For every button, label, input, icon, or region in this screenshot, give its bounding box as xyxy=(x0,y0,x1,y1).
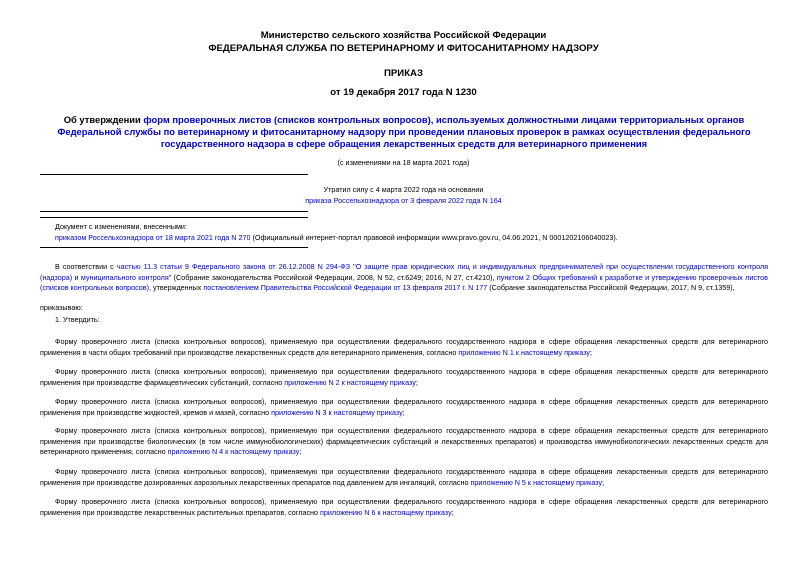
order-word: приказываю: xyxy=(40,303,83,312)
appendix-link[interactable]: приложению N 3 к настоящему приказу xyxy=(271,407,403,417)
requirements-link[interactable]: пунктом 2 Общих требований к разработке и утверждению проверочных листов (списков контрольных вопросов) xyxy=(40,272,768,293)
item-one: 1. Утвердить: xyxy=(55,315,100,324)
service-name: ФЕДЕРАЛЬНАЯ СЛУЖБА ПО ВЕТЕРИНАРНОМУ И ФИТОСАНИТАРНОМУ НАДЗОРУ xyxy=(208,43,599,54)
separator-line xyxy=(40,217,308,218)
form-text: Форму проверочного листа (списка контрольных вопросов), применяемую при осуществлении федерального государственного надзора в сфере обращения лекарственных средств для ветеринарного применения при производстве фармацевтических субстанций, согласно xyxy=(40,367,768,387)
form-text: Форму проверочного листа (списка контрольных вопросов), применяемую при осуществлении федерального государственного надзора в сфере обращения лекарственных средств для ветеринарного применения при производстве жидкостей, кремов и мазей, согласно xyxy=(40,397,768,417)
preamble-text: (Собрание законодательства Российской Федерации, 2017, N 9, ст.1359), xyxy=(487,283,735,293)
form-text: Форму проверочного листа (списка контрольных вопросов), применяемую при осуществлении федерального государственного надзора в сфере обращения лекарственных средств для ветеринарного применения в части общих требований при производстве лекарственных средств для ветеринарного применения, согласно xyxy=(40,337,768,357)
form-end: ; xyxy=(299,447,302,457)
form-item xyxy=(40,367,768,388)
form-item xyxy=(40,467,768,488)
separator-line xyxy=(40,247,308,248)
appendix-link[interactable]: приложению N 4 к настоящему приказу xyxy=(167,447,300,457)
expired-text: Утратил силу с 4 марта 2022 года на основании xyxy=(323,185,484,194)
appendix-link[interactable]: приложению N 1 к настоящему приказу xyxy=(458,347,591,357)
expired-link[interactable]: приказа Россельхознадзора от 3 февраля 2022 года N 164 xyxy=(305,196,502,205)
appendix-link[interactable]: приложению N 2 к настоящему приказу xyxy=(284,377,416,387)
form-end: ; xyxy=(590,347,593,357)
title-link[interactable]: форм проверочных листов (списков контрольных вопросов), используемых должностными лицами территориальных органов Федеральной службы по ветеринарному и фитосанитарному надзору при проведении плановых проверок в рамках осуществления федерального государственного надзора в сфере обращения лекарственных средств для ветеринарного применения xyxy=(57,114,751,149)
separator-line xyxy=(40,211,308,212)
form-end: ; xyxy=(402,407,405,417)
appendix-link[interactable]: приложению N 6 к настоящему приказу xyxy=(320,507,452,517)
preamble-text: , утвержденных xyxy=(149,283,204,293)
changes-line xyxy=(55,233,618,242)
changes-label: Документ с изменениями, внесенными: xyxy=(55,222,187,231)
form-end: ; xyxy=(602,477,605,487)
form-text: Форму проверочного листа (списка контрольных вопросов), применяемую при осуществлении федерального государственного надзора в сфере обращения лекарственных средств для ветеринарного применения при производстве лекарственных растительных препаратов, согласно xyxy=(40,497,768,517)
separator-line xyxy=(40,174,308,175)
form-text: Форму проверочного листа (списка контрольных вопросов), применяемую при осуществлении федерального государственного надзора в сфере обращения лекарственных средств для ветеринарного применения при производстве дозированных аэрозольных лекарственных препаратов под давлением для ингаляций, согласно xyxy=(40,467,768,487)
form-end: ; xyxy=(415,377,418,387)
government-decree-link[interactable]: постановлением Правительства Российской Федерации от 13 февраля 2017 г. N 177 xyxy=(203,283,488,293)
document-type: ПРИКАЗ xyxy=(384,68,423,79)
document-date-number: от 19 декабря 2017 года N 1230 xyxy=(330,87,477,98)
form-item xyxy=(40,497,768,518)
form-item xyxy=(40,426,768,458)
document-title xyxy=(52,114,756,150)
form-end: ; xyxy=(451,507,454,517)
appendix-link[interactable]: приложению N 5 к настоящему приказу xyxy=(470,477,603,487)
title-prefix: Об утверждении xyxy=(63,114,144,125)
changes-link[interactable]: приказом Россельхознадзора от 18 марта 2021 года N 270 xyxy=(55,233,251,242)
form-item xyxy=(40,337,768,358)
form-item xyxy=(40,397,768,418)
preamble-text: В соответствии с xyxy=(55,262,117,271)
preamble-paragraph xyxy=(40,262,768,294)
law-link[interactable]: частью 11.3 статьи 9 Федерального закона от 26.12.2008 N 294-ФЗ "О защите прав юридических лиц и индивидуальных предпринимателей при осуществлении государственного контроля (надзора) и муниципального контроля" xyxy=(40,262,769,282)
preamble-text: (Собрание законодательства Российской Федерации, 2008, N 52, ст.6249; 2016, N 27, ст.4210), xyxy=(171,272,497,282)
form-text: Форму проверочного листа (списка контрольных вопросов), применяемую при осуществлении федерального государственного надзора в сфере обращения лекарственных средств для ветеринарного применения при производстве биологических (в том числе иммунобиологических) фармацевтических субстанций и лекарственных препаратов) и производства иммунобиологических лекарственных средств для ветеринарного применения, согласно xyxy=(40,426,768,457)
ministry-name: Министерство сельского хозяйства Российской Федерации xyxy=(260,30,547,41)
changes-source: (Официальный интернет-портал правовой информации www.pravo.gov.ru, 04.06.2021, N 0001202106040023). xyxy=(250,233,618,242)
amendment-note: (с изменениями на 18 марта 2021 года) xyxy=(337,158,470,167)
